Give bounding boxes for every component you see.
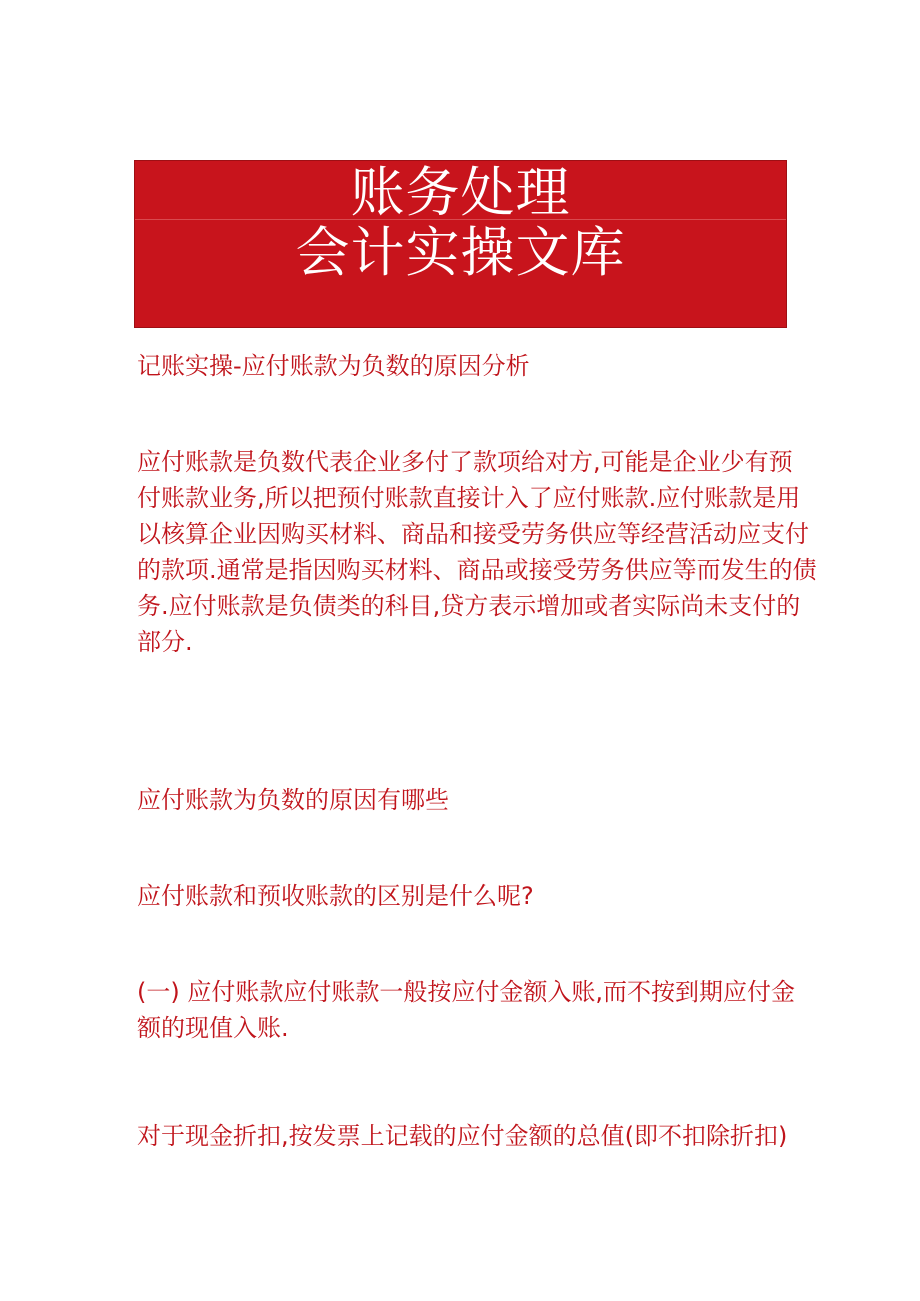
paragraph-cash-discount — [137, 1118, 797, 1154]
paragraph-line: 应付账款是负数代表企业多付了款项给对方,可能是企业少有预 — [137, 448, 793, 476]
title-banner — [134, 160, 787, 328]
document-subtitle: 记账实操-应付账款为负数的原因分析 — [137, 352, 530, 380]
paragraph-line: 务.应付账款是负债类的科目,贷方表示增加或者实际尚未支付的 — [137, 592, 801, 620]
banner-title-line-2: 会计实操文库 — [295, 221, 626, 284]
paragraph-accounts-payable — [137, 974, 797, 1046]
paragraph-line: 的款项.通常是指因购买材料、商品或接受劳务供应等而发生的债 — [137, 556, 817, 584]
banner-title-line-1: 账务处理 — [350, 161, 571, 224]
section-heading-reasons: 应付账款为负数的原因有哪些 — [137, 786, 449, 814]
section-heading-difference: 应付账款和预收账款的区别是什么呢? — [137, 882, 534, 910]
paragraph-definition — [137, 444, 817, 660]
paragraph-line: (一) 应付账款应付账款一般按应付金额入账,而不按到期应付金 — [137, 978, 795, 1006]
paragraph-line: 付账款业务,所以把预付账款直接计入了应付账款.应付账款是用 — [137, 484, 801, 512]
paragraph-line: 以核算企业因购买材料、商品和接受劳务供应等经营活动应支付 — [137, 520, 809, 548]
paragraph-line: 部分. — [137, 628, 193, 656]
paragraph-line: 对于现金折扣,按发票上记载的应付金额的总值(即不扣除折扣) — [137, 1122, 788, 1150]
paragraph-line: 额的现值入账. — [137, 1014, 289, 1042]
